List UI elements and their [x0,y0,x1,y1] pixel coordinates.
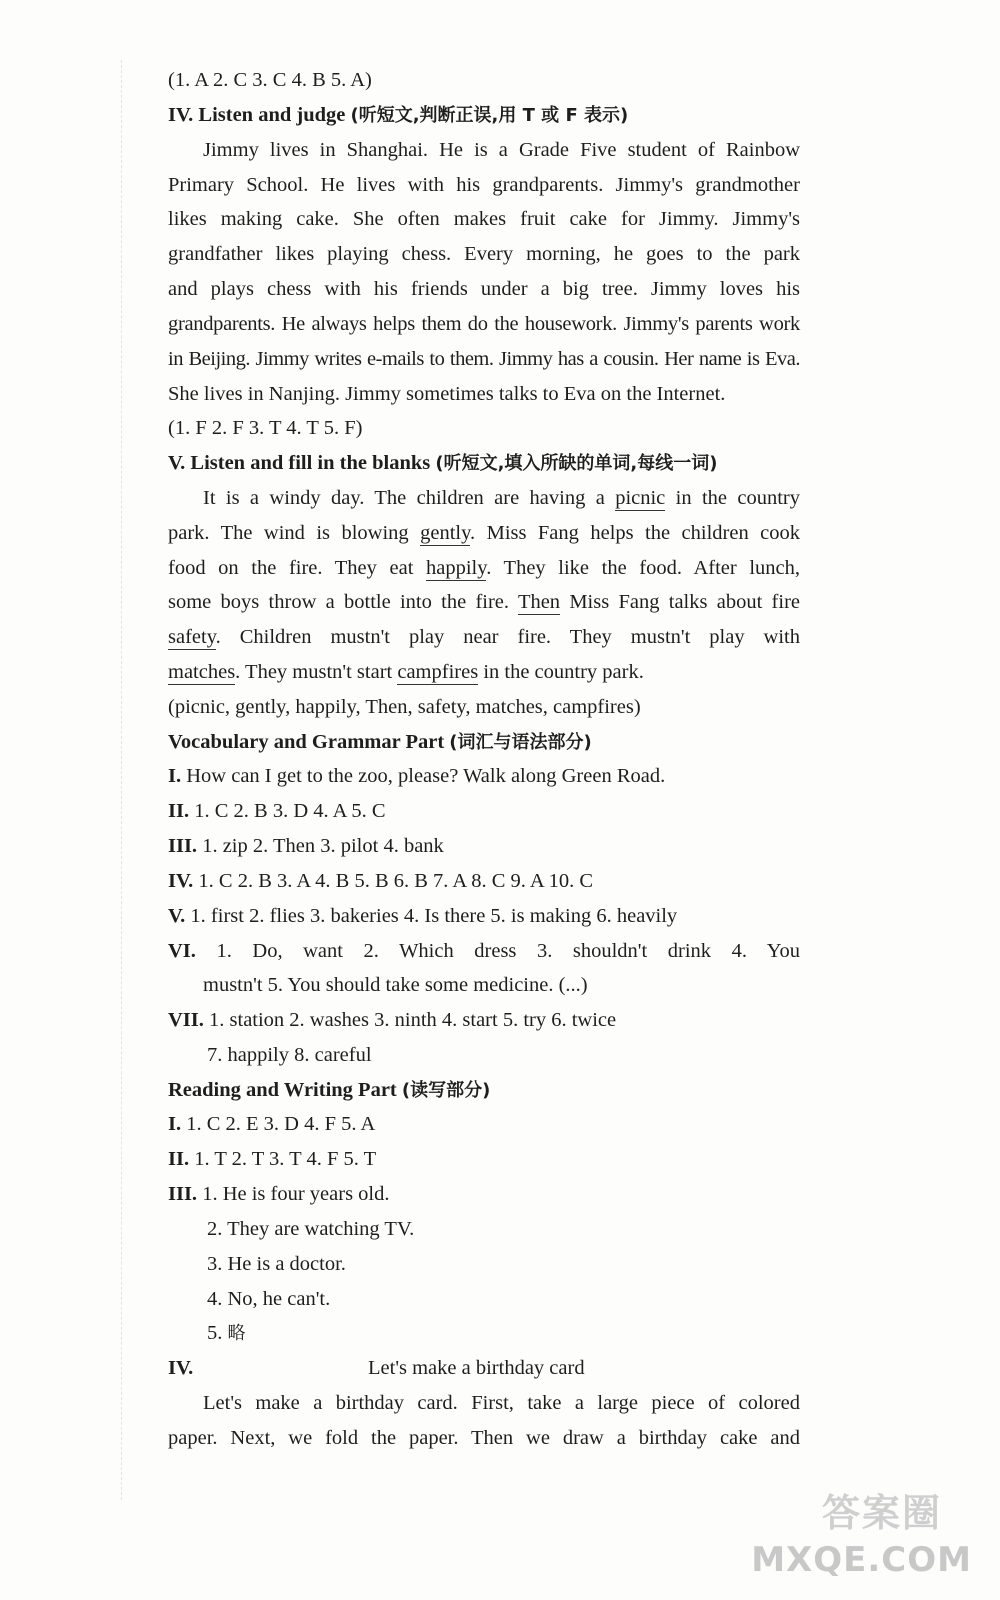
heading-text: IV. Listen and judge [168,104,346,126]
passage-line: It is a windy day. The children are having a picnic in the country [203,487,800,509]
blank-answer: campfires [397,661,479,683]
blank-answer: gently [420,522,471,544]
answer-line: (1. A 2. C 3. C 4. B 5. A) [168,69,372,91]
item-number: IV. [168,870,194,892]
answer-line: V. 1. first 2. flies 3. bakeries 4. Is there 5. is making 6. heavily [168,905,678,927]
answer-line: II. 1. C 2. B 3. D 4. A 5. C [168,800,386,822]
heading-cn: (读写部分) [401,1080,491,1101]
section-heading [168,449,808,478]
blank-answer: Then [517,591,561,613]
watermark-cn: 答案圈 [821,1491,942,1535]
answer-line: (picnic, gently, happily, Then, safety, matches, campfires) [168,696,641,718]
item-number: V. [168,905,186,927]
answer-line: (1. F 2. F 3. T 4. T 5. F) [168,417,363,439]
passage-line: Jimmy lives in Shanghai. He is a Grade Five student of Rainbow [203,139,800,161]
passage-line: park. The wind is blowing gently. Miss Fang helps the children cook [168,522,800,544]
passage-line: in Beijing. Jimmy writes e-mails to them. Jimmy has a cousin. Her name is Eva. [168,348,800,370]
heading-cn: (词汇与语法部分) [449,732,592,753]
watermark-en: MXQE.COM [751,1540,972,1580]
part-heading [168,1076,808,1105]
blank-answer: happily [426,557,487,579]
answer-line: 4. No, he can't. [207,1288,331,1310]
passage-line: grandparents. He always helps them do the housework. Jimmy's parents work [168,313,800,335]
answer-line: 5. 略 [207,1322,246,1344]
passage-line: She lives in Nanjing. Jimmy sometimes talks to Eva on the Internet. [168,383,726,405]
item-number: I. [168,1113,182,1135]
passage-line: some boys throw a bottle into the fire. Then Miss Fang talks about fire [168,591,801,613]
answer-line [168,1354,808,1382]
item-number: VII. [168,1009,204,1031]
passage-line: safety. Children mustn't play near fire. They mustn't play with [168,626,800,648]
item-number: VI. [168,940,196,962]
blank-answer: picnic [615,487,666,509]
passage-line: paper. Next, we fold the paper. Then we draw a birthday cake and [168,1427,800,1449]
blank-answer: matches [168,661,236,683]
item-number: III. [168,1183,198,1205]
passage-line: likes making cake. She often makes fruit cake for Jimmy. Jimmy's [168,208,800,230]
item-number: I. [168,765,182,787]
answer-line: 2. They are watching TV. [207,1218,415,1240]
answer-line: IV. 1. C 2. B 3. A 4. B 5. B 6. B 7. A 8. C 9. A 10. C [168,870,594,892]
section-heading [168,101,808,130]
answer-line: II. 1. T 2. T 3. T 4. F 5. T [168,1148,377,1170]
answer-line: 3. He is a doctor. [207,1253,346,1275]
watermark [751,1482,972,1582]
essay-title: Let's make a birthday card [368,1357,585,1379]
heading-text: Vocabulary and Grammar Part [168,731,445,753]
answer-line: III. 1. zip 2. Then 3. pilot 4. bank [168,835,444,857]
passage-line: Let's make a birthday card. First, take a large piece of colored [203,1392,800,1414]
heading-text: Reading and Writing Part [168,1079,397,1101]
passage-line: Primary School. He lives with his grandparents. Jimmy's grandmother [168,174,800,196]
heading-cn: (听短文,填入所缺的单词,每线一词) [435,453,718,474]
answer-line: III. 1. He is four years old. [168,1183,390,1205]
passage-line: and plays chess with his friends under a big tree. Jimmy loves his [168,278,800,300]
answer-line: VII. 1. station 2. washes 3. ninth 4. start 5. try 6. twice [168,1009,617,1031]
answer-line: I. How can I get to the zoo, please? Walk along Green Road. [168,765,666,787]
item-number: II. [168,1148,190,1170]
heading-text: V. Listen and fill in the blanks [168,452,431,474]
answer-line: 7. happily 8. careful [207,1044,372,1066]
page-margin-line [121,60,122,1500]
answer-line: mustn't 5. You should take some medicine. (...) [203,974,588,996]
answer-line: I. 1. C 2. E 3. D 4. F 5. A [168,1113,376,1135]
heading-cn: (听短文,判断正误,用 T 或 F 表示) [350,105,629,126]
item-number: II. [168,800,190,822]
passage-line: food on the fire. They eat happily. They like the food. After lunch, [168,557,801,579]
part-heading [168,728,808,757]
item-number: III. [168,835,198,857]
blank-answer: safety [168,626,216,648]
answer-line: VI. 1. Do, want 2. Which dress 3. shouldn't drink 4. You [168,940,800,962]
passage-line: grandfather likes playing chess. Every morning, he goes to the park [168,243,800,265]
item-number: IV. [168,1357,194,1379]
passage-line: matches. They mustn't start campfires in the country park. [168,661,644,683]
